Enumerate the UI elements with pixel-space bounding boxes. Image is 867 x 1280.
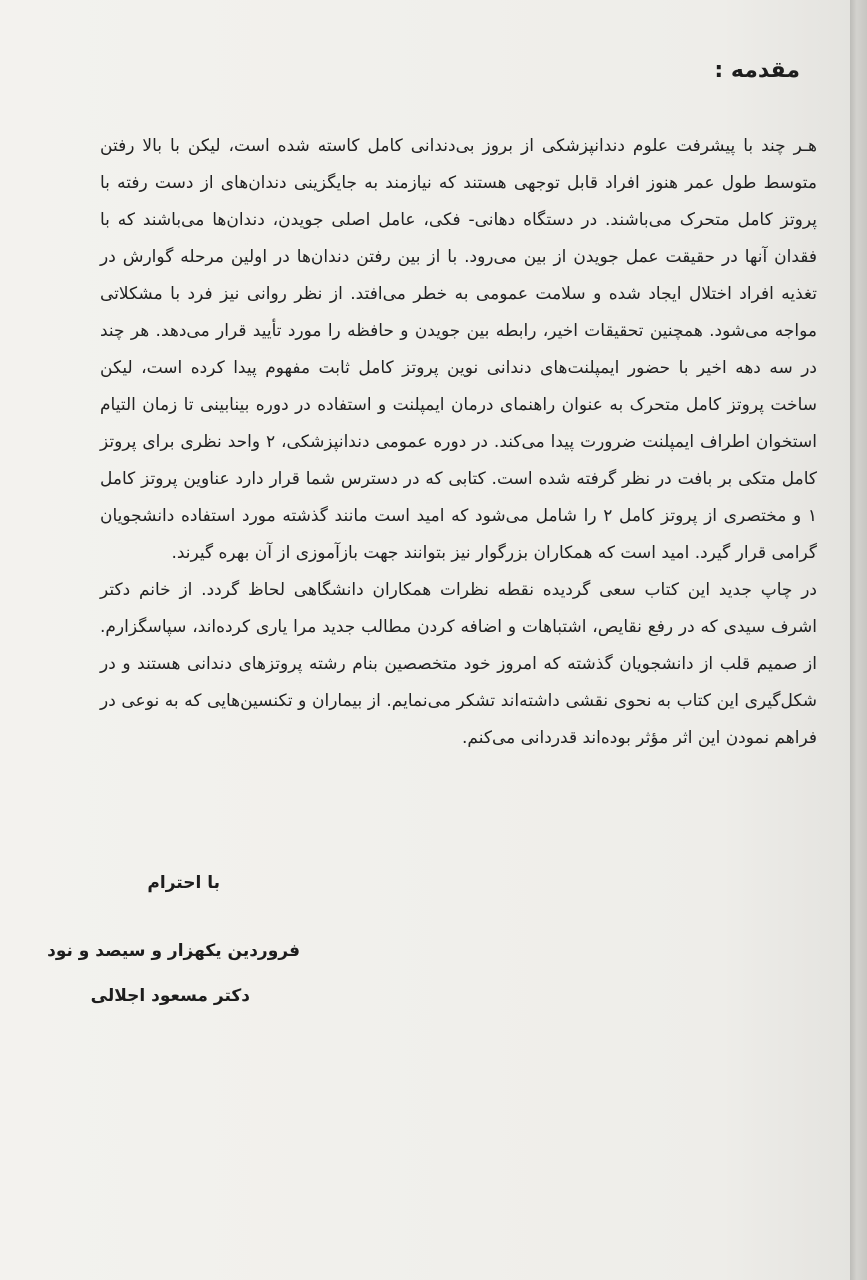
preface-body <box>100 128 817 757</box>
paragraph-2: در چاپ جدید این کتاب سعی گردیده نقطه نظرات همکاران دانشگاهی لحاظ گردد. از خانم دکتر اشرف سیدی که در رفع نقایص، اشتباهات و اضافه کردن مطالب جدید مرا یاری کرده‌اند، سپاسگزارم. از صمیم قلب از دانشجویان گذشته که امروز خود متخصصین بنام رشته پروتزهای دندانی هستند و در شکل‌گیری این کتاب به نحوی نقشی داشته‌اند تشکر می‌نمایم. از بیماران و تکنسین‌هایی که به نوعی در فراهم نمودن این اثر مؤثر بوده‌اند قدردانی می‌کنم. <box>100 580 817 748</box>
date-line: فروردین یکهزار و سیصد و نود <box>47 941 300 961</box>
author-signature: دکتر مسعود اجلالی <box>90 986 250 1006</box>
closing-line: با احترام <box>147 873 220 893</box>
page-edge <box>850 0 867 1280</box>
paragraph-1: هـر چند با پیشرفت علوم دندانپزشکی از بروز بی‌دندانی کامل کاسته شده است، لیکن با بالا رفتن متوسط طول عمر هنوز افراد قابل توجهی هستند که نیازمند به جایگزینی دندان‌های از دست رفته با پروتز کامل متحرک می‌باشند. در دستگاه دهانی- فکی، عامل اصلی جویدن، دندان‌ها می‌باشند که با فقدان آنها در حقیقت عمل جویدن از بین می‌رود. با از بین رفتن دندان‌ها در اولین مرحله گوارش در تغذیه افراد اختلال ایجاد شده و سلامت عمومی به خطر می‌افتد. از نظر روانی نیز فرد با مشکلاتی مواجه می‌شود. همچنین تحقیقات اخیر، رابطه بین جویدن و حافظه را مورد تأیید قرار می‌دهد. هر چند در سه دهه اخیر با حضور ایمپلنت‌های دندانی نوین پروتز کامل ثابت مفهوم پیدا کرده است، لیکن ساخت پروتز کامل متحرک به عنوان راهنمای درمان ایمپلنت و استفاده در دوره بینابینی تا زمان التیام استخوان اطراف ایمپلنت ضرورت پیدا می‌کند. در دوره عمومی دندانپزشکی، ۲ واحد نظری برای پروتز کامل متکی بر بافت در نظر گرفته شده است. کتابی که در دسترس شما قرار دارد عناوین پروتز کامل ۱ و مختصری از پروتز کامل ۲ را شامل می‌شود که امید است مانند گذشته مورد استفاده دانشجویان گرامی قرار گیرد. امید است که همکاران بزرگوار نیز بتوانند جهت بازآموزی از آن بهره گیرند. <box>100 136 818 563</box>
page-heading: مقدمه : <box>714 58 800 83</box>
